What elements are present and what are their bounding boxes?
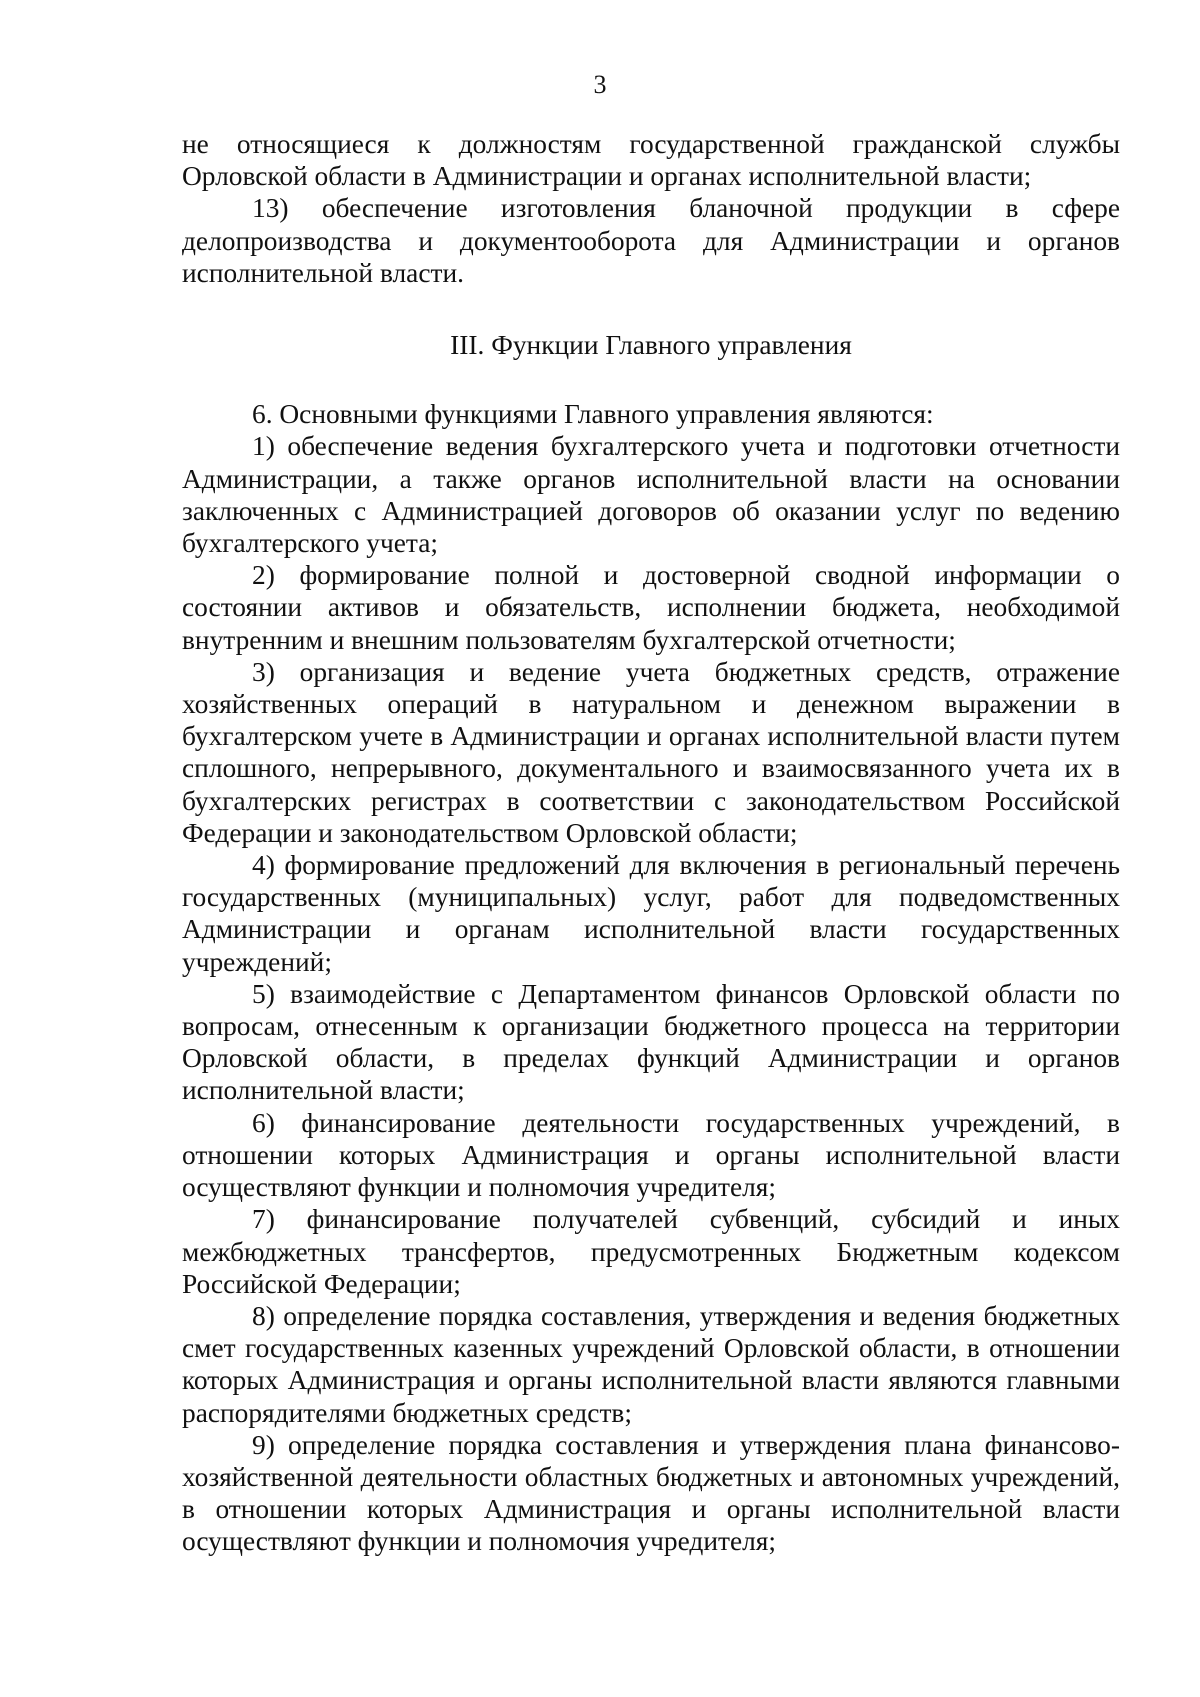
function-item-7: 7) финансирование получателей субвенций, субсидий и иных межбюджетных трансфертов, предусмотренных Бюджетным кодексом Российской Федерации; bbox=[182, 1204, 1120, 1299]
function-item-8: 8) определение порядка составления, утверждения и ведения бюджетных смет государственных казенных учреждений Орловской области, в отношении которых Администрация и органы исполнительной власти являются главными распорядителями бюджетных средств; bbox=[182, 1300, 1120, 1428]
function-item-3: 3) организация и ведение учета бюджетных средств, отражение хозяйственных операций в натуральном и денежном выражении в бухгалтерском учете в Администрации и органах исполнительной власти путем сплошного, непрерывного, документального и взаимосвязанного учета их в бухгалтерских регистрах в соответствии с законодательством Российской Федерации и законодательством Орловской области; bbox=[182, 656, 1120, 848]
section-heading: III. Функции Главного управления bbox=[450, 330, 852, 361]
section-intro: 6. Основными функциями Главного управления являются: bbox=[252, 399, 934, 430]
page-number: 3 bbox=[593, 70, 607, 99]
function-item-5: 5) взаимодействие с Департаментом финансов Орловской области по вопросам, отнесенным к организации бюджетного процесса на территории Орловской области, в пределах функций Администрации и органов исполнительной власти; bbox=[182, 978, 1120, 1106]
continued-paragraph: не относящиеся к должностям государственной гражданской службы Орловской области в Администрации и органах исполнительной власти; bbox=[182, 129, 1120, 192]
item-13-paragraph: 13) обеспечение изготовления бланочной продукции в сфере делопроизводства и документооборота для Администрации и органов исполнительной власти. bbox=[182, 193, 1120, 288]
function-item-2: 2) формирование полной и достоверной сводной информации о состоянии активов и обязательств, исполнении бюджета, необходимой внутренним и внешним пользователям бухгалтерской отчетности; bbox=[182, 560, 1120, 655]
function-item-6: 6) финансирование деятельности государственных учреждений, в отношении которых Администрация и органы исполнительной власти осуществляют функции и полномочия учредителя; bbox=[182, 1107, 1120, 1203]
function-item-4: 4) формирование предложений для включения в региональный перечень государственных (муниципальных) услуг, работ для подведомственных Администрации и органам исполнительной власти государственных учреждений; bbox=[182, 850, 1120, 977]
document-body bbox=[182, 128, 1120, 1558]
function-item-9: 9) определение порядка составления и утверждения плана финансово-хозяйственной деятельности областных бюджетных и автономных учреждений, в отношении которых Администрация и органы исполнительной власти осуществляют функции и полномочия учредителя; bbox=[182, 1429, 1120, 1557]
function-item-1: 1) обеспечение ведения бухгалтерского учета и подготовки отчетности Администрации, а также органов исполнительной власти на основании заключенных с Администрацией договоров об оказании услуг по ведению бухгалтерского учета; bbox=[182, 431, 1120, 559]
